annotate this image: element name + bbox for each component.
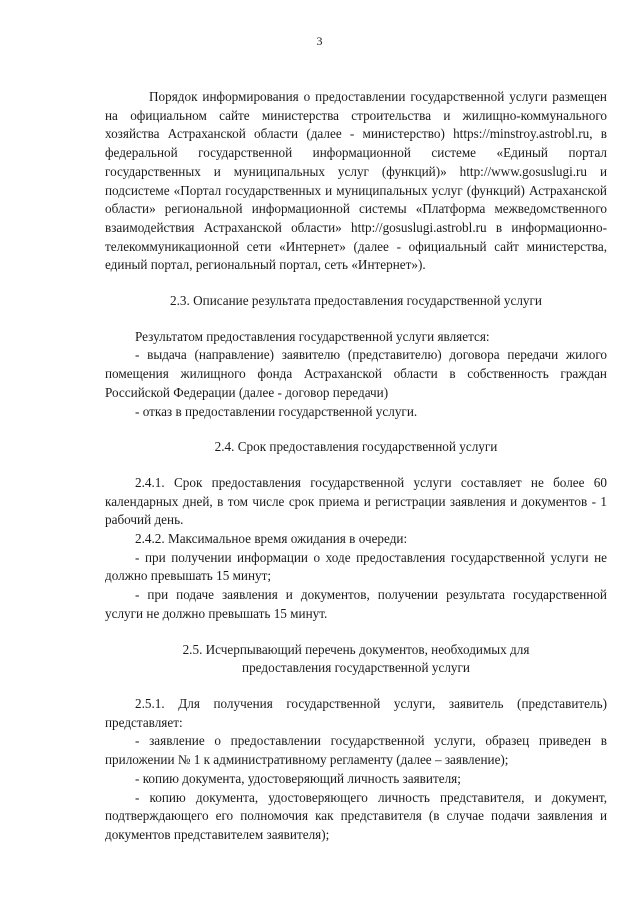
section-2-5-item-1: - заявление о предоставлении государственной услуги, образец приведен в приложении № 1 к административному регламенту (далее – заявление); bbox=[105, 733, 607, 768]
document-body bbox=[105, 88, 607, 845]
section-2-3-item-1: - выдача (направление) заявителю (представителю) договора передачи жилого помещения жилищного фонда Астраханской области в собственность граждан Российской Федерации (далее - договор передачи) bbox=[105, 347, 607, 400]
section-2-5-1: 2.5.1. Для получения государственной услуги, заявитель (представитель) представляет: bbox=[105, 695, 607, 730]
section-2-4-item-1: - при получении информации о ходе предоставления государственной услуги не должно превышать 15 минут; bbox=[105, 549, 607, 584]
section-2-4-1: 2.4.1. Срок предоставления государственной услуги составляет не более 60 календарных дней, в том числе срок приема и регистрации заявления и документов - 1 рабочий день. bbox=[105, 474, 607, 528]
section-2-3-item-2: - отказ в предоставлении государственной услуги. bbox=[135, 403, 418, 419]
section-2-5-item-3: - копию документа, удостоверяющего личность представителя, и документ, подтверждающего его полномочия как представителя (в случае подачи заявления и документов представителем заявителя); bbox=[105, 789, 607, 842]
page-number: 3 bbox=[316, 34, 323, 48]
section-2-4-item-2: - при подаче заявления и документов, получении результата государственной услуги не должно превышать 15 минут. bbox=[105, 587, 607, 621]
section-2-3-intro: Результатом предоставления государственной услуги является: bbox=[135, 328, 490, 344]
section-heading-2-4: 2.4. Срок предоставления государственной услуги bbox=[214, 439, 498, 455]
section-heading-2-5-line-2: предоставления государственной услуги bbox=[242, 660, 470, 676]
section-2-5-item-2: - копию документа, удостоверяющий личность заявителя; bbox=[135, 770, 461, 786]
section-heading-2-3: 2.3. Описание результата предоставления государственной услуги bbox=[170, 293, 542, 309]
intro-paragraph: Порядок информирования о предоставлении государственной услуги размещен на официальном сайте министерства строительства и жилищно-коммунального хозяйства Астраханской области (далее - министерство) https://minstroy.astrobl.ru, в федеральной государственной информационной системе «Единый портал государственных и муниципальных услуг (функций)» http://www.gosuslugi.ru и подсистеме «Портал государственных и муниципальных услуг (функций) Астраханской области» региональной информационной системы «Платформа межведомственного взаимодействия Астраханской области» http://gosuslugi.astrobl.ru в информационно-телекоммуникационной сети «Интернет» (далее - официальный сайт министерства, единый портал, региональный портал, сеть «Интернет»). bbox=[105, 89, 607, 273]
section-2-4-2: 2.4.2. Максимальное время ожидания в очереди: bbox=[135, 531, 408, 547]
section-heading-2-5-line-1: 2.5. Исчерпывающий перечень документов, необходимых для bbox=[182, 641, 530, 657]
